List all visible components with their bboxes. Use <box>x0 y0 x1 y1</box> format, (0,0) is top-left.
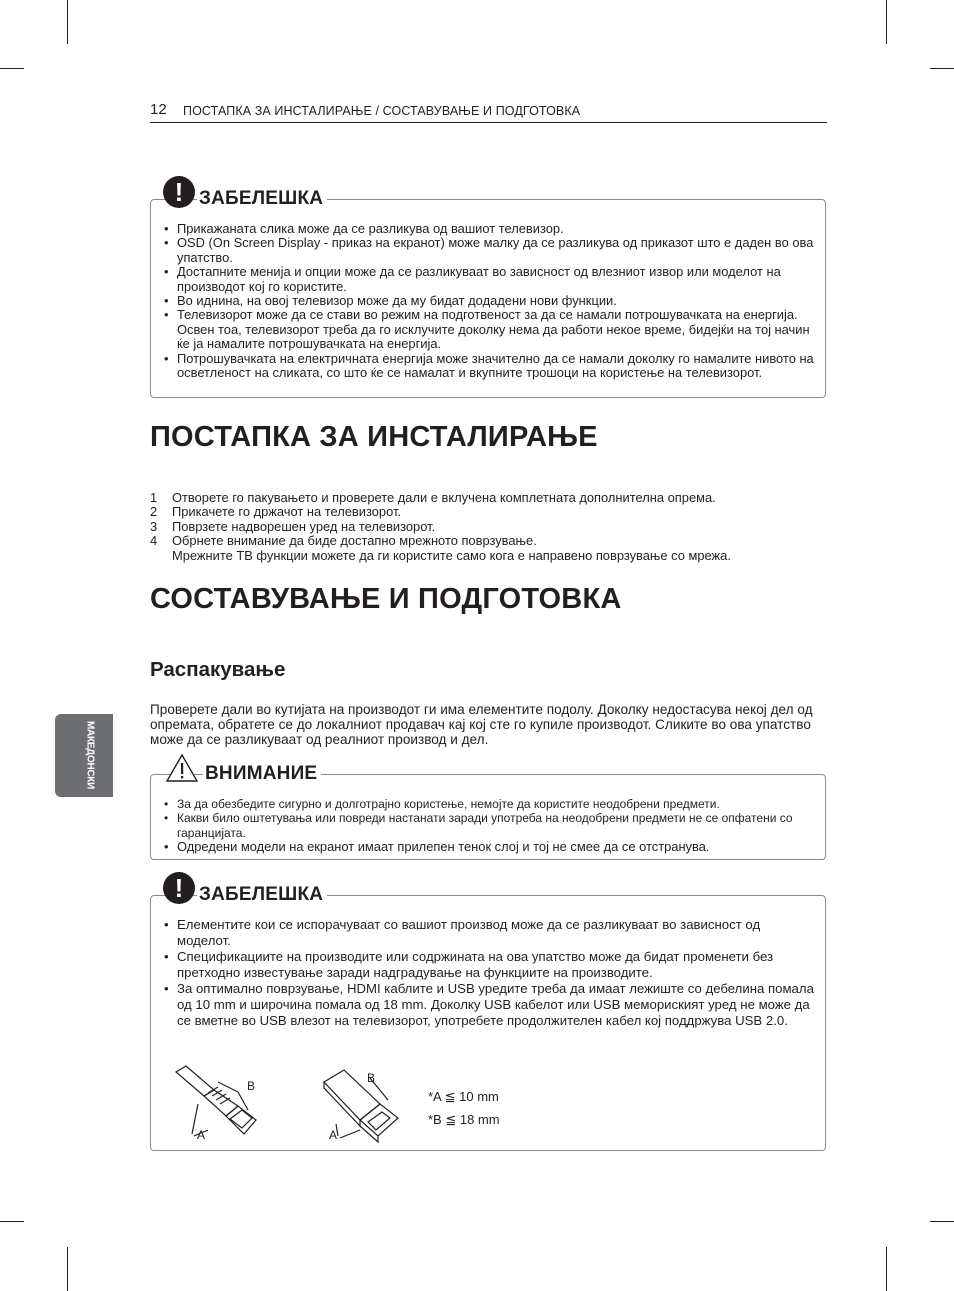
crop-mark <box>0 1221 24 1222</box>
list-item: • OSD (On Screen Display - приказ на екранот) може малку да се разликува од приказот што е даден во ова упатство. <box>164 236 815 265</box>
list-item: • Елементите кои се испорачуваат со вашиот производ може да се разликуваат во зависност од моделот. <box>164 917 815 949</box>
crop-mark <box>67 1247 68 1291</box>
list-item: • Достапните менија и опции може да се разликуваат во зависност од влезниот извор или моделот на производот кој го користите. <box>164 265 815 294</box>
crop-mark <box>67 0 68 44</box>
header-title: ПОСТАПКА ЗА ИНСТАЛИРАЊЕ / СОСТАВУВАЊЕ И ПОДГОТОВКА <box>183 104 581 118</box>
list-item: • Телевизорот може да се стави во режим на подготвеност за да се намали потрошувачката на енергија. Освен тоа, телевизорот треба да го исклучите доколку нема да работи некое време, бидејќи на тој начин ќе ја намалите потрошувачката на енергија. <box>164 308 815 351</box>
dimension-b: *B ≦ 18 mm <box>428 1112 500 1127</box>
exclamation-icon: ! <box>163 872 195 904</box>
section-title-assembly: СОСТАВУВАЊЕ И ПОДГОТОВКА <box>150 583 622 615</box>
figure-label-a: A <box>329 1128 338 1142</box>
list-item: • Во иднина, на овој телевизор може да му бидат додадени нови функции. <box>164 294 815 308</box>
list-item: 4 Обрнете внимание да биде достапно мрежното поврзување. Мрежните ТВ функции можете да ги користите само кога е направено поврзување со мрежа. <box>150 533 731 563</box>
unpacking-text: Проверете дали во кутијата на производот ги има елементите подолу. Доколку недостасува некој дел од опремата, обратете се до локалниот продавач кај кој сте го купиле производот. Сликите во ова упатство може да се разликуваат од реалниот производ и дел. <box>150 702 813 747</box>
step-note: Мрежните ТВ функции можете да ги користите само кога е направено поврзување со мрежа. <box>172 547 731 563</box>
page-header <box>150 101 827 123</box>
caution-box <box>150 763 826 860</box>
dimension-a: *A ≦ 10 mm <box>428 1089 499 1104</box>
hdmi-connector-illustration <box>172 1064 282 1144</box>
subsection-title-unpacking: Распакување <box>150 658 286 681</box>
caution-title: ВНИМАНИЕ <box>203 763 321 785</box>
crop-mark <box>930 68 954 69</box>
figure-label-b: B <box>247 1079 256 1093</box>
list-item: • Потрошувачката на електричната енергија може значително да се намали доколку го намалите нивото на осветленост на сликата, со што ќе се намалат и вкупните трошоци на користење на телевизорот. <box>164 352 815 381</box>
list-item: • За оптимално поврзување, HDMI каблите и USB уредите треба да имаат лежиште со дебелина помала од 10 mm и широчина помала од 18 mm. Доколку USB кабелот или USB мемориският уред не може да се вметне во USB влезот на телевизорот, употребете продолжителен кабел кој поддржува USB 2.0. <box>164 981 815 1029</box>
list-item: • Прикажаната слика може да се разликува од вашиот телевизор. <box>164 222 815 236</box>
install-steps <box>150 491 830 563</box>
note-title: ЗАБЕЛЕШКА <box>197 188 327 210</box>
language-tab: МАКЕДОНСКИ <box>55 714 113 797</box>
list-item: • Какви било оштетувања или повреди настанати заради употреба на неодобрени предмети не се опфатени со гаранцијата. <box>164 811 815 840</box>
crop-mark <box>886 0 887 44</box>
figure-label-b: B <box>367 1071 376 1085</box>
list-item: 1 Отворете го пакувањето и проверете дали е вклучена комплетната дополнителна опрема. <box>150 490 716 505</box>
crop-mark <box>0 68 24 69</box>
list-item: 3 Поврзете надворешен уред на телевизорот. <box>150 518 436 534</box>
note-box <box>150 177 826 398</box>
crop-mark <box>930 1221 954 1222</box>
warning-triangle-icon <box>165 753 199 783</box>
list-item: 2 Прикачете го држачот на телевизорот. <box>150 504 402 520</box>
list-item: • За да обезбедите сигурно и долготрајно користење, немојте да користите неодобрени предмети. <box>164 797 815 811</box>
list-item: • Спецификациите на производите или содржината на ова упатство може да бидат променети без претходно известување заради надградување на функциите на производите. <box>164 949 815 981</box>
page-number: 12 <box>150 101 167 118</box>
note-list <box>164 222 815 380</box>
section-title-install: ПОСТАПКА ЗА ИНСТАЛИРАЊЕ <box>150 421 598 453</box>
figure-label-a: A <box>197 1128 206 1142</box>
list-item: • Одредени модели на екранот имаат прилепен тенок слој и тој не смее да се отстранува. <box>164 840 815 854</box>
caution-list <box>164 797 815 855</box>
crop-mark <box>886 1247 887 1291</box>
note-title: ЗАБЕЛЕШКА <box>197 884 327 906</box>
note-list <box>164 917 815 1029</box>
exclamation-icon: ! <box>163 176 195 208</box>
